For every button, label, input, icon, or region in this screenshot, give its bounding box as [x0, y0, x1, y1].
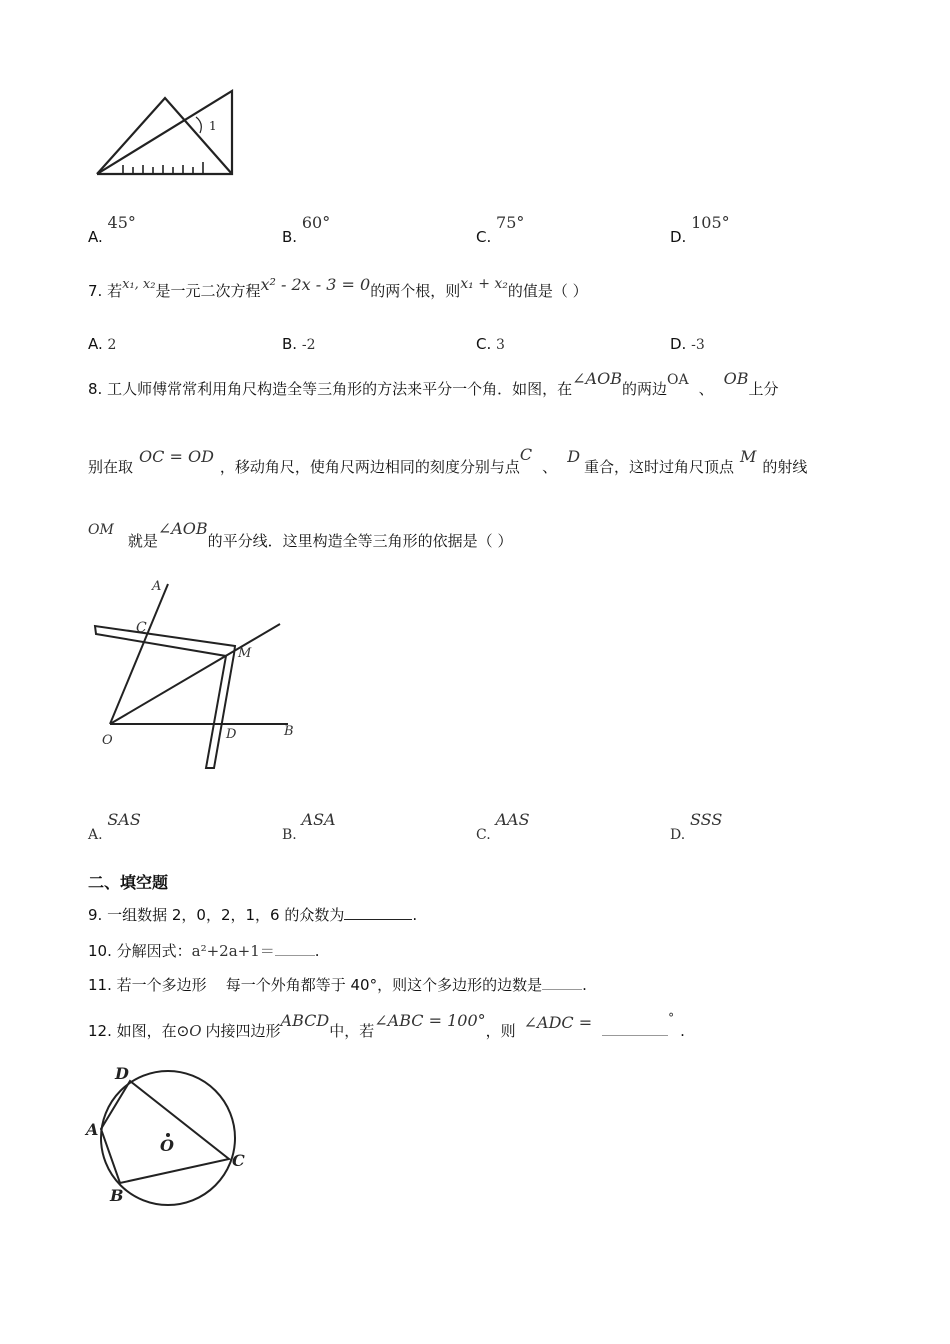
q12-text-3: 中，若	[329, 1022, 375, 1040]
q8-line-2-text-c: 重合，这时过角尺顶点	[584, 458, 735, 476]
q12-label-d: D	[115, 1064, 129, 1083]
q7-number: 7.	[88, 282, 103, 300]
q10-text: 分解因式：	[116, 942, 192, 960]
q12-figure	[84, 1062, 254, 1212]
q12-angle-abc: ∠ABC = 100°	[374, 1011, 486, 1030]
q8-option-d[interactable]	[670, 810, 723, 843]
q7-option-a-value: 2	[107, 337, 117, 353]
q8-line-2-text-d: 的射线	[762, 458, 808, 476]
q8-option-b[interactable]	[282, 810, 336, 843]
q11-text: 若一个多边形 每一个外角都等于 40°，则这个多边形的边数是	[116, 976, 543, 994]
q7-question	[88, 275, 588, 301]
q7-text-3: 的两个根，则	[370, 282, 461, 300]
q7-option-d-letter: D.	[670, 335, 687, 353]
q7-text-2: 是一元二次方程	[155, 282, 261, 300]
q8-line-1-text-c: 上分	[748, 380, 779, 398]
q8-option-c[interactable]	[476, 810, 530, 843]
q8-oa: OA	[666, 372, 689, 388]
q6-option-d-letter: D.	[670, 228, 687, 246]
q9-end: .	[412, 906, 418, 924]
q9-answer-blank[interactable]	[344, 905, 412, 920]
q8-line-2	[88, 445, 808, 477]
q6-option-a-value: 45°	[107, 213, 136, 232]
q8-line-2-text-b: ，移动角尺，使角尺两边相同的刻度分别与点	[219, 458, 520, 476]
q7-option-a[interactable]	[88, 335, 116, 353]
q6-angle-label: 1	[209, 119, 217, 133]
q8-angle-aob-2: ∠AOB	[157, 519, 208, 538]
q12-label-c: C	[232, 1151, 245, 1170]
q8-option-a-value: SAS	[107, 810, 141, 829]
q8-option-d-letter: D.	[670, 827, 686, 843]
q12-angle-adc: ∠ADC =	[523, 1013, 593, 1032]
q6-option-b[interactable]	[282, 213, 331, 246]
q8-set-square	[95, 626, 235, 768]
q12-abcd: ABCD	[280, 1011, 330, 1030]
q11-answer-blank[interactable]	[542, 975, 582, 990]
q6-option-b-letter: B.	[282, 228, 298, 246]
q8-number: 8.	[88, 380, 103, 398]
q8-ob: OB	[723, 369, 749, 388]
q8-line-2-text-a: 别在取	[88, 458, 134, 476]
q8-option-b-letter: B.	[282, 827, 297, 843]
q8-figure	[88, 572, 308, 772]
q7-text-4: 的值是（ ）	[507, 282, 588, 300]
q6-option-c[interactable]	[476, 213, 525, 246]
q10-end: .	[314, 942, 320, 960]
q8-line-3	[88, 519, 513, 551]
q8-option-d-value: SSS	[689, 810, 723, 829]
q6-option-a-letter: A.	[88, 228, 103, 246]
q8-label-c: C	[136, 620, 147, 636]
q8-point-c: C	[519, 445, 533, 464]
q9-question	[88, 904, 417, 925]
q8-line-3-text-b: 的平分线．这里构造全等三角形的依据是（ ）	[207, 532, 513, 550]
q9-text: 一组数据 2，0，2，1，6 的众数为	[107, 906, 345, 924]
q12-label-b: B	[110, 1186, 124, 1205]
q6-option-a[interactable]	[88, 213, 136, 246]
q8-line-1	[88, 369, 779, 399]
q6-option-d[interactable]	[670, 213, 730, 246]
q8-option-c-letter: C.	[476, 827, 491, 843]
q8-label-d: D	[226, 727, 237, 742]
q7-option-a-letter: A.	[88, 335, 103, 353]
q8-separator-2: 、	[542, 458, 558, 476]
q8-oc-od: OC = OD	[139, 447, 214, 466]
q6-option-d-value: 105°	[691, 213, 730, 232]
q7-option-b-value: -2	[301, 337, 316, 353]
q7-equation: x² - 2x - 3 = 0	[260, 275, 371, 294]
q8-angle-aob: ∠AOB	[572, 369, 622, 388]
q7-sum: x₁ + x₂	[460, 276, 508, 292]
q9-number: 9.	[88, 906, 103, 924]
q12-end: .	[680, 1022, 685, 1040]
q6-ruler-ticks	[123, 162, 203, 174]
q12-label-o: O	[160, 1136, 174, 1155]
q8-point-d: D	[567, 447, 581, 466]
q10-answer-blank[interactable]	[275, 941, 315, 956]
q8-label-o: O	[102, 733, 113, 748]
q7-option-c-value: 3	[496, 337, 505, 353]
q8-line-1-text-b: 的两边	[621, 380, 667, 398]
q10-question	[88, 940, 320, 961]
q7-option-d[interactable]	[670, 335, 705, 353]
q8-line-3-text-a: 就是	[127, 532, 158, 550]
q6-angle-arc	[196, 117, 201, 133]
q8-separator-1: 、	[698, 380, 714, 398]
q7-option-b-letter: B.	[282, 335, 298, 353]
q12-text-4: ，则	[485, 1022, 516, 1040]
q12-text-1: 如图，在⊙	[116, 1022, 190, 1040]
q6-option-b-value: 60°	[301, 213, 331, 232]
q6-option-c-letter: C.	[476, 228, 492, 246]
q11-number: 11.	[88, 976, 112, 994]
q8-option-c-value: AAS	[495, 810, 530, 829]
q8-option-b-value: ASA	[301, 810, 336, 829]
q12-question	[88, 1011, 685, 1041]
q12-degree: °	[668, 1011, 675, 1025]
section-2-title: 二、填空题	[88, 873, 169, 892]
q7-roots: x₁, x₂	[122, 277, 156, 292]
q8-line-1-text-a: 工人师傅常常利用角尺构造全等三角形的方法来平分一个角．如图，在	[107, 380, 573, 398]
q7-option-c[interactable]	[476, 335, 505, 353]
q12-label-a: A	[86, 1120, 99, 1139]
q8-point-m: M	[740, 447, 757, 466]
q8-label-a: A	[152, 579, 162, 594]
q12-text-2: 内接四边形	[205, 1022, 281, 1040]
q12-quadrilateral	[101, 1081, 229, 1183]
q7-text-1: 若	[107, 282, 123, 300]
q7-option-d-value: -3	[691, 337, 705, 353]
q8-ray-oa	[110, 584, 168, 724]
q8-label-m: M	[238, 646, 252, 661]
q8-label-b: B	[284, 724, 294, 739]
q10-number: 10.	[88, 942, 112, 960]
q8-ray-om	[110, 624, 280, 724]
q11-end: .	[582, 976, 587, 994]
q12-answer-blank[interactable]	[602, 1021, 668, 1036]
q12-circle-o: O	[189, 1022, 202, 1040]
q6-figure	[90, 85, 240, 180]
q6-option-c-value: 75°	[496, 213, 525, 232]
q10-expression: a²+2a+1＝	[191, 942, 275, 960]
q7-option-c-letter: C.	[476, 335, 492, 353]
q11-question	[88, 974, 587, 995]
q8-option-a-letter: A.	[88, 827, 103, 843]
q12-number: 12.	[88, 1022, 112, 1040]
q8-om: OM	[88, 522, 114, 538]
q7-option-b[interactable]	[282, 335, 315, 353]
q8-option-a[interactable]	[88, 810, 141, 843]
